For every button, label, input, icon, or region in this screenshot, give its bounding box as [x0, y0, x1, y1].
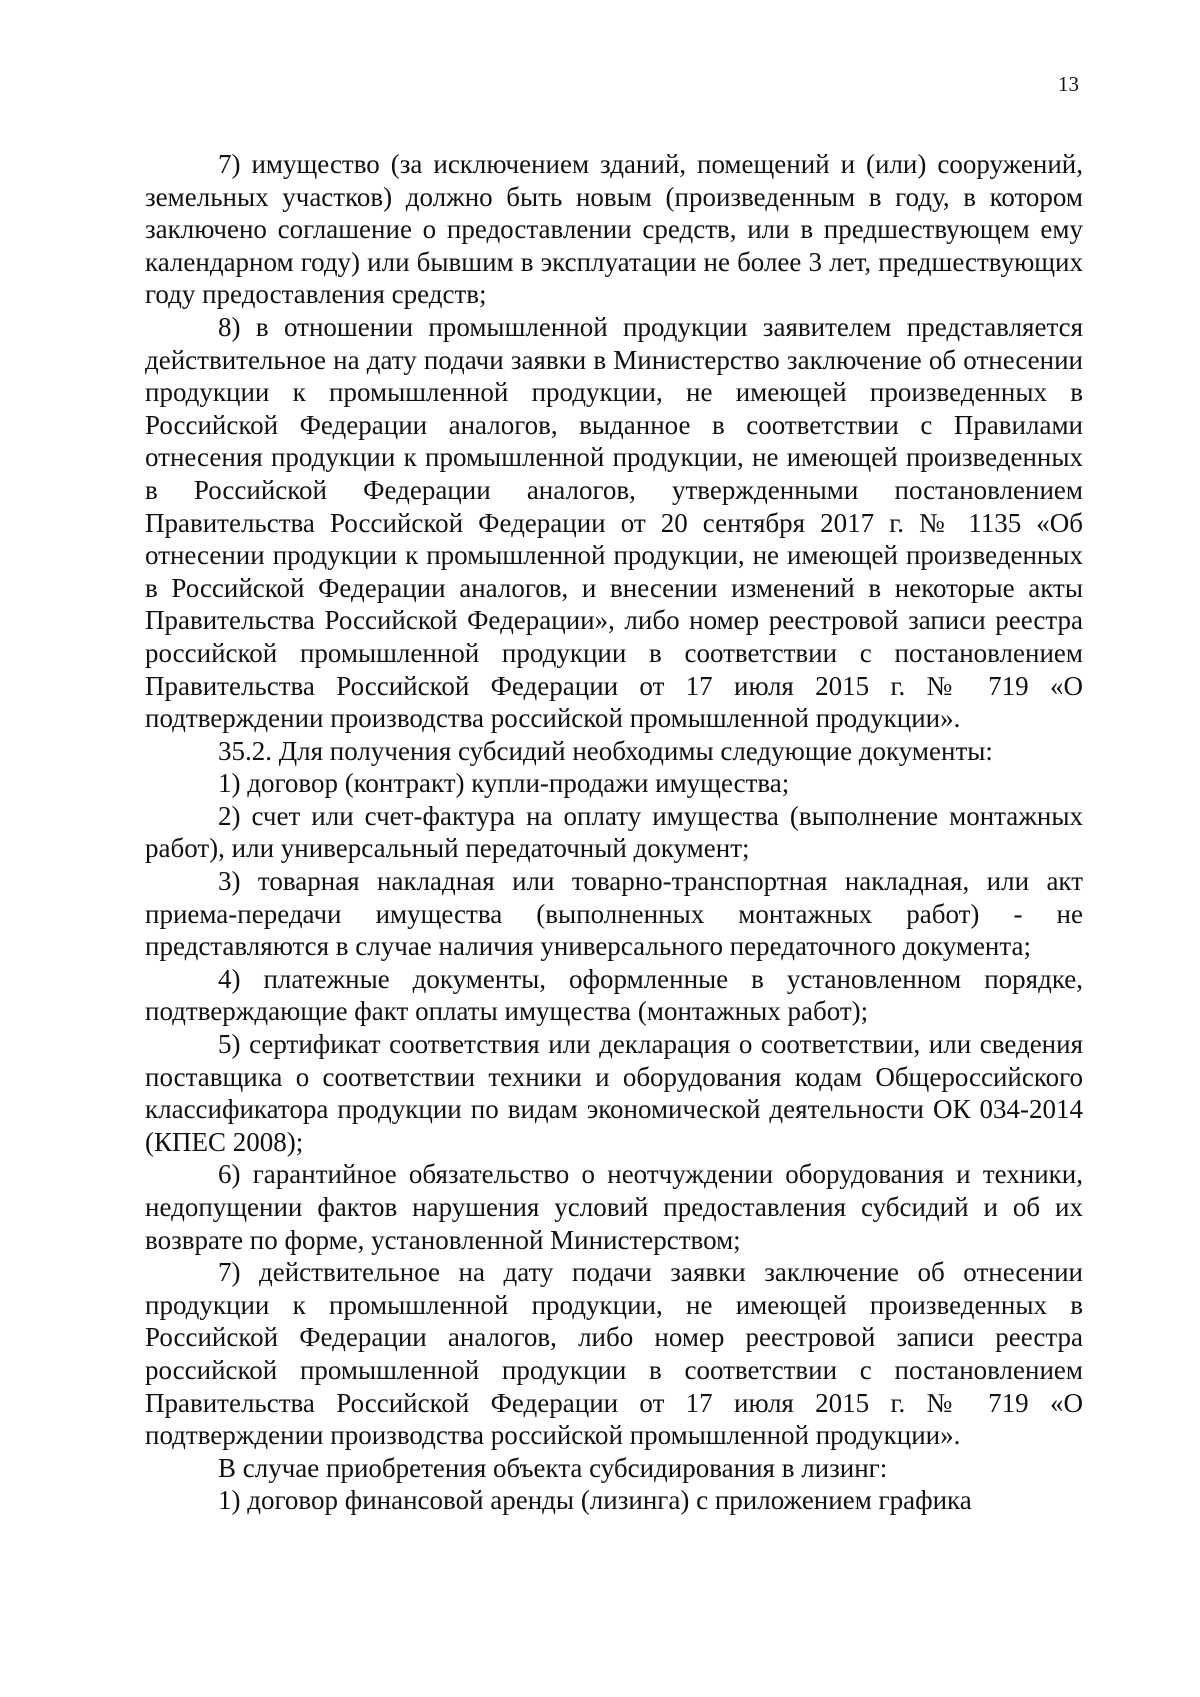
page-number: 13: [1058, 72, 1079, 96]
paragraph-item-8-industrial-products: 8) в отношении промышленной продукции заявителем представляется действительное на дату подачи заявки в Министерство заключение об отнесении продукции к промышленной продукции, не имеющей произведенных в Российской Федерации аналогов, выданное в соответствии с Правилами отнесения продукции к промышленной продукции, не имеющей произведенных в Российской Федерации аналогов, утвержденными постановлением Правительства Российской Федерации от 20 сентября 2017 г. № 1135 «Об отнесении продукции к промышленной продукции, не имеющей произведенных в Российской Федерации аналогов, и внесении изменений в некоторые акты Правительства Российской Федерации», либо номер реестровой записи реестра российской промышленной продукции в соответствии с постановлением Правительства Российской Федерации от 17 июля 2015 г. № 719 «О подтверждении производства российской промышленной продукции».: [145, 311, 1083, 734]
paragraph-doc-2-invoice: 2) счет или счет-фактура на оплату имущества (выполнение монтажных работ), или универсальный передаточный документ;: [145, 800, 1083, 864]
paragraph-doc-5-certificate: 5) сертификат соответствия или декларация о соответствии, или сведения поставщика о соответствии техники и оборудования кодам Общероссийского классификатора продукции по видам экономической деятельности ОК 034-2014 (КПЕС 2008);: [145, 1029, 1083, 1157]
paragraph-item-7-property-new: 7) имущество (за исключением зданий, помещений и (или) сооружений, земельных участков) должно быть новым (произведенным в году, в котором заключено соглашение о предоставлении средств, или в предшествующем ему календарном году) или бывшим в эксплуатации не более 3 лет, предшествующих году предоставления средств;: [145, 149, 1083, 310]
paragraph-leasing-1-agreement: 1) договор финансовой аренды (лизинга) с приложением графика: [218, 1485, 972, 1516]
document-body: [145, 148, 1083, 1517]
paragraph-doc-1-contract: 1) договор (контракт) купли-продажи имущества;: [218, 768, 790, 799]
paragraph-35-2-heading: 35.2. Для получения субсидий необходимы следующие документы:: [218, 735, 993, 766]
paragraph-doc-4-payment: 4) платежные документы, оформленные в установленном порядке, подтверждающие факт оплаты имущества (монтажных работ);: [145, 963, 1083, 1027]
paragraph-doc-7-conclusion: 7) действительное на дату подачи заявки заключение об отнесении продукции к промышленной продукции, не имеющей произведенных в Российской Федерации аналогов, либо номер реестровой записи реестра российской промышленной продукции в соответствии с постановлением Правительства Российской Федерации от 17 июля 2015 г. № 719 «О подтверждении производства российской промышленной продукции».: [145, 1257, 1083, 1451]
paragraph-doc-3-waybill: 3) товарная накладная или товарно-транспортная накладная, или акт приема-передачи имущества (выполненных монтажных работ) - не представляются в случае наличия универсального передаточного документа;: [145, 866, 1083, 962]
paragraph-leasing-heading: В случае приобретения объекта субсидирования в лизинг:: [218, 1452, 888, 1483]
paragraph-doc-6-guarantee: 6) гарантийное обязательство о неотчуждении оборудования и техники, недопущении фактов нарушения условий предоставления субсидий и об их возврате по форме, установленной Министерством;: [145, 1159, 1083, 1255]
